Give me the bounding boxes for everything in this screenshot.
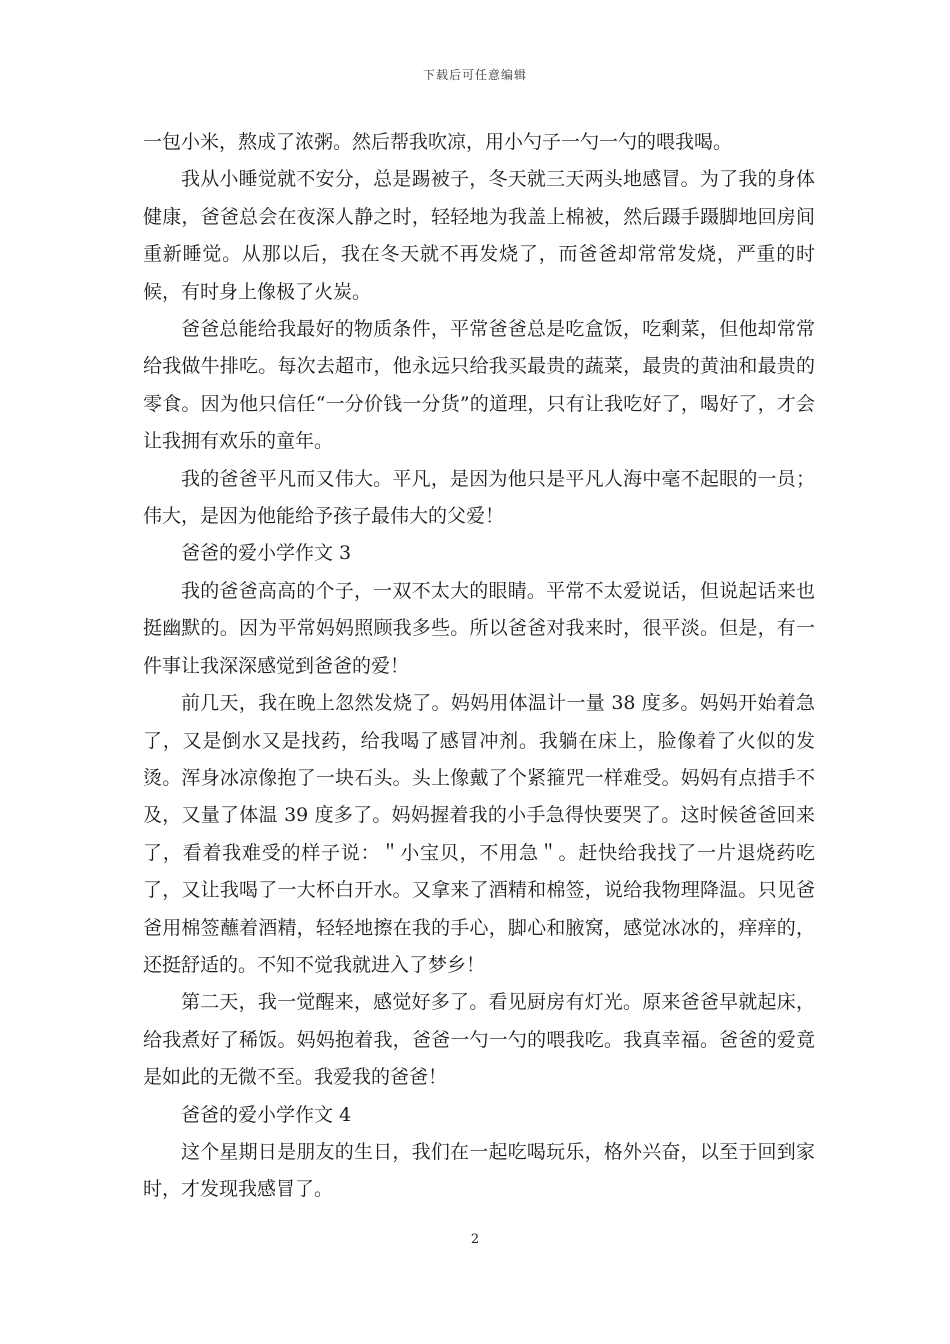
paragraph: 一包小米，熬成了浓粥。然后帮我吹凉，用小勺子一勺一勺的喂我喝。 bbox=[143, 131, 733, 153]
paragraph: 爸爸总能给我最好的物质条件，平常爸爸总是吃盒饭，吃剩菜，但他却常常给我做牛排吃。每次去超市，他永远只给我买最贵的蔬菜，最贵的黄油和最贵的零食。因为他只信任“一分价钱一分货”的道理，只有让我吃好了，喝好了，才会让我拥有欢乐的童年。 bbox=[143, 318, 815, 453]
paragraph: 第二天，我一觉醒来，感觉好多了。看见厨房有灯光。原来爸爸早就起床，给我煮好了稀饭。妈妈抱着我，爸爸一勺一勺的喂我吃。我真幸福。爸爸的爱竟是如此的无微不至。我爱我的爸爸！ bbox=[143, 991, 815, 1089]
section-heading: 爸爸的爱小学作文 3 bbox=[181, 542, 352, 565]
paragraph: 这个星期日是朋友的生日，我们在一起吃喝玩乐，格外兴奋，以至于回到家时，才发现我感冒了。 bbox=[143, 1140, 815, 1201]
paragraph: 我的爸爸平凡而又伟大。平凡，是因为他只是平凡人海中毫不起眼的一员；伟大，是因为他能给予孩子最伟大的父爱！ bbox=[143, 467, 815, 528]
page-header: 下载后可任意编辑 bbox=[422, 68, 527, 82]
page-number: 2 bbox=[470, 1232, 480, 1247]
section-heading: 爸爸的爱小学作文 4 bbox=[181, 1103, 352, 1126]
paragraph: 我从小睡觉就不安分，总是踢被子，冬天就三天两头地感冒。为了我的身体健康，爸爸总会在夜深人静之时，轻轻地为我盖上棉被，然后蹑手蹑脚地回房间重新睡觉。从那以后，我在冬天就不再发烧了，而爸爸却常常发烧，严重的时候，有时身上像极了火炭。 bbox=[143, 168, 815, 303]
paragraph: 前几天，我在晚上忽然发烧了。妈妈用体温计一量 38 度多。妈妈开始着急了，又是倒水又是找药，给我喝了感冒冲剂。我躺在床上，脸像着了火似的发烫。浑身冰凉像抱了一块石头。头上像戴了个紧箍咒一样难受。妈妈有点措手不及，又量了体温 39 度多了。妈妈握着我的小手急得快要哭了。这时候爸爸回来了，看着我难受的样子说：＂小宝贝，不用急＂。赶快给我找了一片退烧药吃了，又让我喝了一大杯白开水。又拿来了酒精和棉签，说给我物理降温。只见爸爸用棉签蘸着酒精，轻轻地擦在我的手心，脚心和腋窝，感觉冰冰的，痒痒的，还挺舒适的。不知不觉我就进入了梦乡！ bbox=[143, 692, 815, 976]
document-body bbox=[143, 124, 815, 1209]
paragraph: 我的爸爸高高的个子，一双不太大的眼睛。平常不太爱说话，但说起话来也挺幽默的。因为平常妈妈照顾我多些。所以爸爸对我来时，很平淡。但是，有一件事让我深深感觉到爸爸的爱！ bbox=[143, 579, 815, 677]
